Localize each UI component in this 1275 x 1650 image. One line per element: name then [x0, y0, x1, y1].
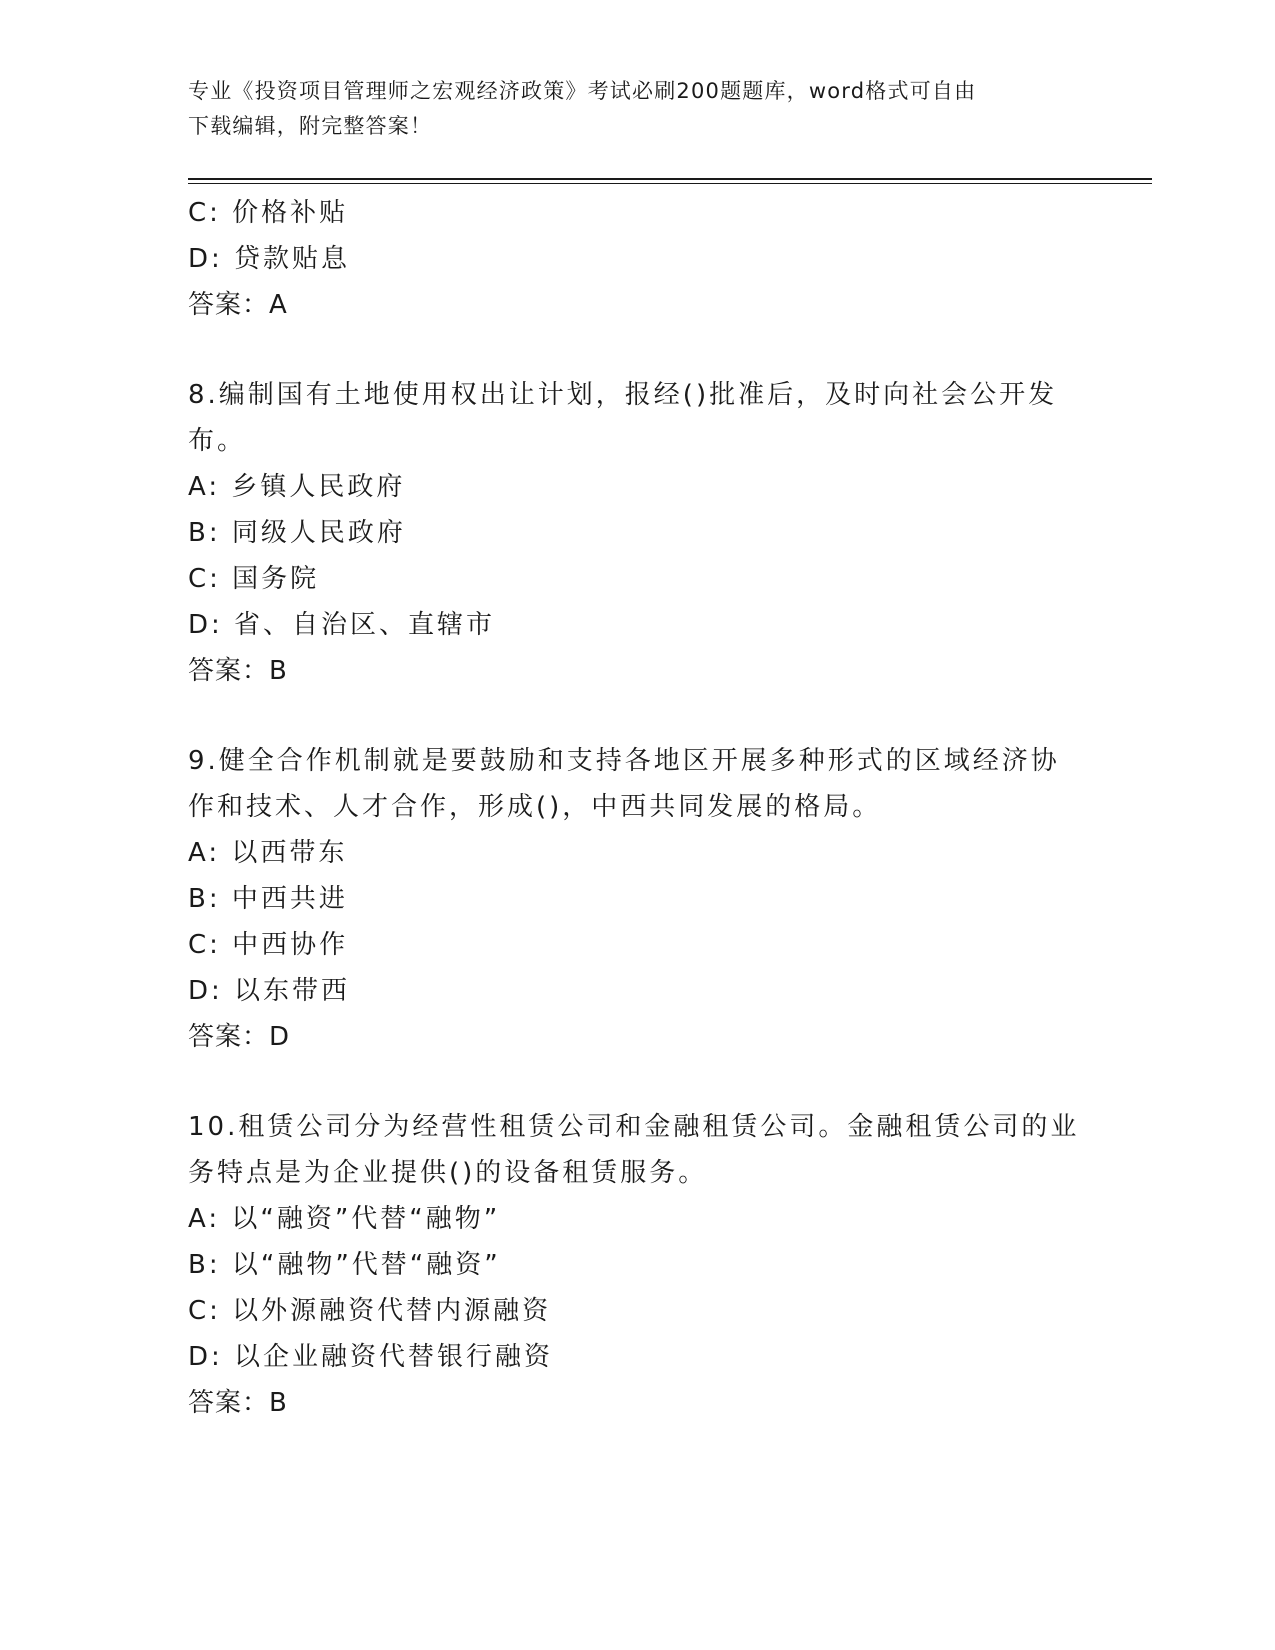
answer-line: 答案：B — [188, 656, 288, 686]
option-a: A: 以“融资”代替“融物” — [188, 1204, 501, 1234]
question-list — [188, 190, 1088, 1426]
option-c: C: 中西协作 — [188, 930, 349, 960]
question-stem-line-2: 布。 — [188, 426, 247, 456]
option-b: B: 中西共进 — [188, 884, 348, 914]
answer-line: 答案：D — [188, 1022, 291, 1052]
header-line-1: 专业《投资项目管理师之宏观经济政策》考试必刷200题题库，word格式可自由 — [188, 79, 977, 103]
header-divider-thin — [188, 183, 1152, 184]
option-a: A: 以西带东 — [188, 838, 348, 868]
option-d: D: 以企业融资代替银行融资 — [188, 1342, 554, 1372]
question-8 — [188, 372, 1088, 694]
answer-line: 答案：B — [188, 1388, 288, 1418]
option-c: C: 价格补贴 — [188, 198, 349, 228]
question-stem-line-1: 9.健全合作机制就是要鼓励和支持各地区开展多种形式的区域经济协 — [188, 746, 1060, 776]
header-divider-thick — [188, 178, 1152, 180]
question-9 — [188, 738, 1088, 1060]
question-stem-line-2: 作和技术、人才合作，形成()，中西共同发展的格局。 — [188, 792, 882, 822]
spacer — [188, 694, 1088, 738]
spacer — [188, 328, 1088, 372]
question-10 — [188, 1104, 1088, 1426]
answer-line: 答案：A — [188, 290, 288, 320]
option-a: A: 乡镇人民政府 — [188, 472, 406, 502]
question-stem-line-1: 8.编制国有土地使用权出让计划，报经()批准后，及时向社会公开发 — [188, 380, 1058, 410]
option-d: D: 省、自治区、直辖市 — [188, 610, 496, 640]
header-line-2: 下载编辑，附完整答案！ — [188, 114, 433, 138]
option-b: B: 同级人民政府 — [188, 518, 406, 548]
question-7-continuation — [188, 190, 1088, 328]
spacer — [188, 1060, 1088, 1104]
option-c: C: 以外源融资代替内源融资 — [188, 1296, 552, 1326]
document-header — [188, 74, 1068, 144]
option-d: D: 贷款贴息 — [188, 244, 351, 274]
question-stem-line-1: 10.租赁公司分为经营性租赁公司和金融租赁公司。金融租赁公司的业 — [188, 1112, 1080, 1142]
option-b: B: 以“融物”代替“融资” — [188, 1250, 501, 1280]
question-stem-line-2: 务特点是为企业提供()的设备租赁服务。 — [188, 1158, 708, 1188]
option-c: C: 国务院 — [188, 564, 320, 594]
option-d: D: 以东带西 — [188, 976, 351, 1006]
